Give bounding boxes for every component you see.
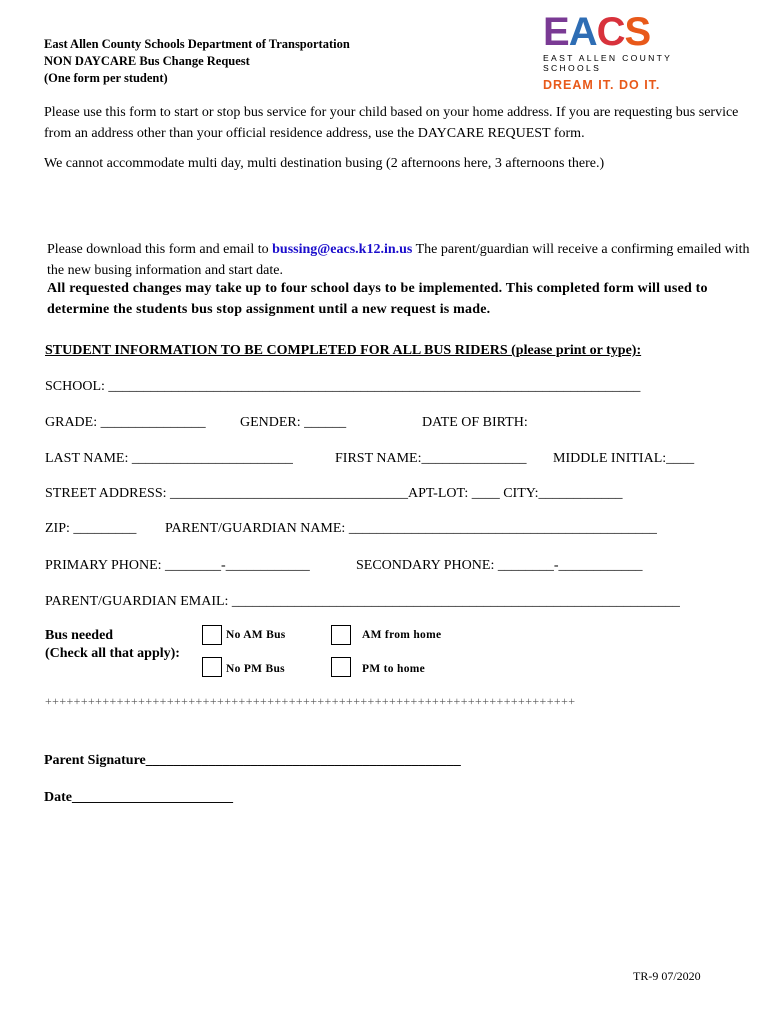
logo-letter: C [596,10,625,54]
parent-guardian-email-field[interactable]: PARENT/GUARDIAN EMAIL: ________________________________________________________________ [45,594,680,609]
intro-paragraph-multi-day: We cannot accommodate multi day, multi destination busing (2 afternoons here, 3 afternoons there.) [44,156,605,171]
parent-guardian-name-field[interactable]: PARENT/GUARDIAN NAME: ____________________________________________ [165,521,657,536]
parent-signature-field[interactable]: Parent Signature_____________________________________________ [44,753,461,768]
no-pm-bus-checkbox[interactable] [202,657,222,677]
form-code: TR-9 07/2020 [633,969,701,983]
street-address-field[interactable]: STREET ADDRESS: __________________________________APT-LOT: ____ CITY:____________ [45,486,623,501]
am-from-home-checkbox[interactable] [331,625,351,645]
email-instruction-text: Please download this form and email to [47,242,273,257]
bus-needed-label [45,627,180,663]
plus-separator: ++++++++++++++++++++++++++++++++++++++++++++++++++++++++++++++++++++++++++ [45,694,576,708]
logo-letter: A [568,10,597,54]
form-header [44,36,350,87]
intro-paragraph-email [47,239,753,281]
date-of-birth-field[interactable]: DATE OF BIRTH: [422,415,528,430]
signature-date-field[interactable]: Date_______________________ [44,790,233,805]
bus-needed-label-line1: Bus needed [45,628,114,643]
primary-phone-field[interactable]: PRIMARY PHONE: ________-____________ [45,558,310,573]
secondary-phone-field[interactable]: SECONDARY PHONE: ________-____________ [356,558,643,573]
header-line-department: East Allen County Schools Department of Transportation [44,37,350,51]
header-line-note: (One form per student) [44,71,168,85]
header-line-form-title: NON DAYCARE Bus Change Request [44,54,250,68]
no-am-bus-checkbox[interactable] [202,625,222,645]
eacs-logo [543,12,703,92]
intro-paragraph-service: Please use this form to start or stop bus service for your child based on your home address. If you are requesting bus service from an address other than your official residence address, use the DAYCARE REQUEST form. [44,105,739,141]
intro-paragraph-processing-time: All requested changes may take up to four school days to be implemented. This completed form will used to determine the students bus stop assignment until a new request is made. [47,281,708,317]
zip-field[interactable]: ZIP: _________ [45,521,137,536]
logo-letters [543,12,703,52]
bussing-email-link[interactable]: bussing@eacs.k12.in.us [272,242,413,257]
first-name-field[interactable]: FIRST NAME:_______________ [335,451,527,466]
logo-subtitle: EAST ALLEN COUNTY SCHOOLS [543,53,673,73]
school-field[interactable]: SCHOOL: ____________________________________________________________________________ [45,379,641,394]
no-am-bus-label: No AM Bus [226,629,286,641]
bus-needed-label-line2: (Check all that apply): [45,646,180,661]
pm-to-home-label: PM to home [362,663,426,675]
logo-tagline: DREAM IT. DO IT. [543,78,661,92]
no-pm-bus-label: No PM Bus [226,663,285,675]
middle-initial-field[interactable]: MIDDLE INITIAL:____ [553,451,695,466]
logo-letter: E [543,10,569,54]
am-from-home-label: AM from home [362,629,442,641]
logo-letter: S [624,10,651,54]
last-name-field[interactable]: LAST NAME: _______________________ [45,451,293,466]
student-info-section-title: STUDENT INFORMATION TO BE COMPLETED FOR ALL BUS RIDERS (please print or type): [45,343,642,358]
grade-field[interactable]: GRADE: _______________ [45,415,206,430]
pm-to-home-checkbox[interactable] [331,657,351,677]
gender-field[interactable]: GENDER: ______ [240,415,347,430]
email-confirmation-text: The parent/guardian will receive a confirming emailed with the new busing information and start date. [47,242,750,278]
